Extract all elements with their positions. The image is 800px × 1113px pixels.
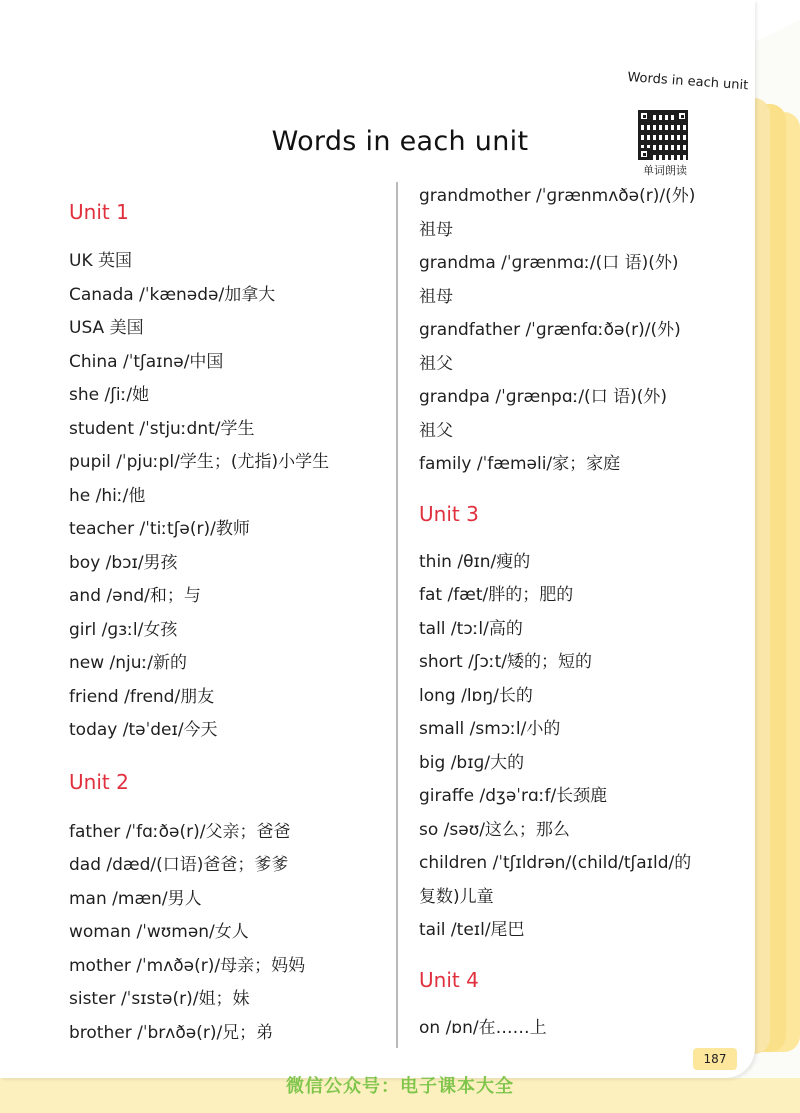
vocab-entry: she /ʃiː/她	[69, 385, 150, 405]
vocab-entry: and /ənd/和；与	[69, 586, 201, 606]
vocab-entry: girl /ɡɜːl/女孩	[69, 619, 178, 640]
right-column	[419, 180, 749, 1045]
watermark-text: 微信公众号：电子课本大全	[286, 1076, 514, 1097]
vocab-entry: short /ʃɔːt/矮的；短的	[419, 652, 592, 672]
qr-caption: 单词朗读	[643, 164, 687, 177]
vocab-entry: USA 美国	[69, 318, 144, 338]
vocab-entry: father /ˈfɑːðə(r)/父亲；爸爸	[69, 821, 291, 842]
vocab-entry: friend /frend/朋友	[69, 686, 215, 707]
page-title: Words in each unit	[271, 126, 529, 157]
vocab-entry: Canada /ˈkænədə/加拿大	[69, 284, 276, 305]
vocab-entry: thin /θɪn/瘦的	[419, 551, 531, 572]
vocab-entry: brother /ˈbrʌðə(r)/兄；弟	[69, 1022, 274, 1043]
vocab-entry: dad /dæd/(口语)爸爸；爹爹	[69, 855, 289, 875]
vocab-entry: woman /ˈwʊmən/女人	[69, 922, 249, 942]
vocab-entry: mother /ˈmʌðə(r)/母亲；妈妈	[69, 955, 306, 976]
left-column	[69, 196, 389, 1050]
vocab-entry: fat /fæt/胖的；肥的	[419, 585, 574, 605]
vocab-entry: children /ˈtʃɪldrən/(child/tʃaɪld/的	[419, 853, 692, 873]
vocab-entry: grandmother /ˈɡrænmʌðə(r)/(外)	[419, 186, 696, 206]
vocab-entry: big /bɪɡ/大的	[419, 752, 525, 773]
vocab-entry: China /ˈtʃaɪnə/中国	[69, 351, 224, 372]
vocab-entry: student /ˈstjuːdnt/学生	[69, 418, 255, 439]
unit-heading: Unit 1	[69, 200, 129, 224]
unit-heading: Unit 2	[69, 769, 129, 794]
vocab-entry: teacher /ˈtiːtʃə(r)/教师	[69, 519, 250, 539]
vocab-entry: long /lɒŋ/长的	[419, 685, 533, 706]
unit-heading: Unit 3	[419, 501, 479, 526]
vocab-entry: 复数)儿童	[419, 886, 494, 907]
vocab-entry: giraffe /dʒəˈrɑːf/长颈鹿	[419, 786, 608, 806]
vocab-entry: on /ɒn/在……上	[419, 1017, 547, 1038]
page-number: 187	[693, 1048, 737, 1070]
vocab-entry: man /mæn/男人	[69, 888, 202, 909]
vocab-entry: 祖母	[419, 286, 453, 307]
vocab-entry: 祖母	[419, 219, 453, 240]
vocab-entry: tall /tɔːl/高的	[419, 618, 523, 639]
vocab-entry: tail /teɪl/尾巴	[419, 920, 525, 940]
vocab-entry: boy /bɔɪ/男孩	[69, 552, 178, 573]
qr-finder-mark	[676, 110, 688, 122]
vocab-entry: 祖父	[419, 420, 453, 441]
vocab-entry: grandpa /ˈɡrænpɑː/(口 语)(外)	[419, 387, 667, 407]
vocab-entry: pupil /ˈpjuːpl/学生；(尤指)小学生	[69, 452, 330, 472]
vocab-entry: UK 英国	[69, 251, 132, 271]
vocab-entry: grandfather /ˈɡrænfɑːðə(r)/(外)	[419, 320, 681, 340]
qr-finder-mark	[638, 110, 650, 122]
vocab-entry: he /hiː/他	[69, 485, 146, 506]
vocab-entry: small /smɔːl/小的	[419, 719, 561, 739]
vocab-entry: family /ˈfæməli/家；家庭	[419, 454, 621, 474]
running-header: Words in each unit	[626, 70, 749, 94]
vocab-entry: grandma /ˈɡrænmɑː/(口 语)(外)	[419, 253, 679, 273]
vocab-entry: sister /ˈsɪstə(r)/姐；妹	[69, 989, 250, 1009]
vocab-entry: today /təˈdeɪ/今天	[69, 720, 218, 740]
vocab-entry: 祖父	[419, 353, 453, 374]
unit-heading: Unit 4	[419, 967, 479, 992]
vocab-entry: so /səʊ/这么；那么	[419, 819, 570, 840]
vocab-entry: new /njuː/新的	[69, 653, 187, 673]
column-divider	[396, 182, 398, 1048]
